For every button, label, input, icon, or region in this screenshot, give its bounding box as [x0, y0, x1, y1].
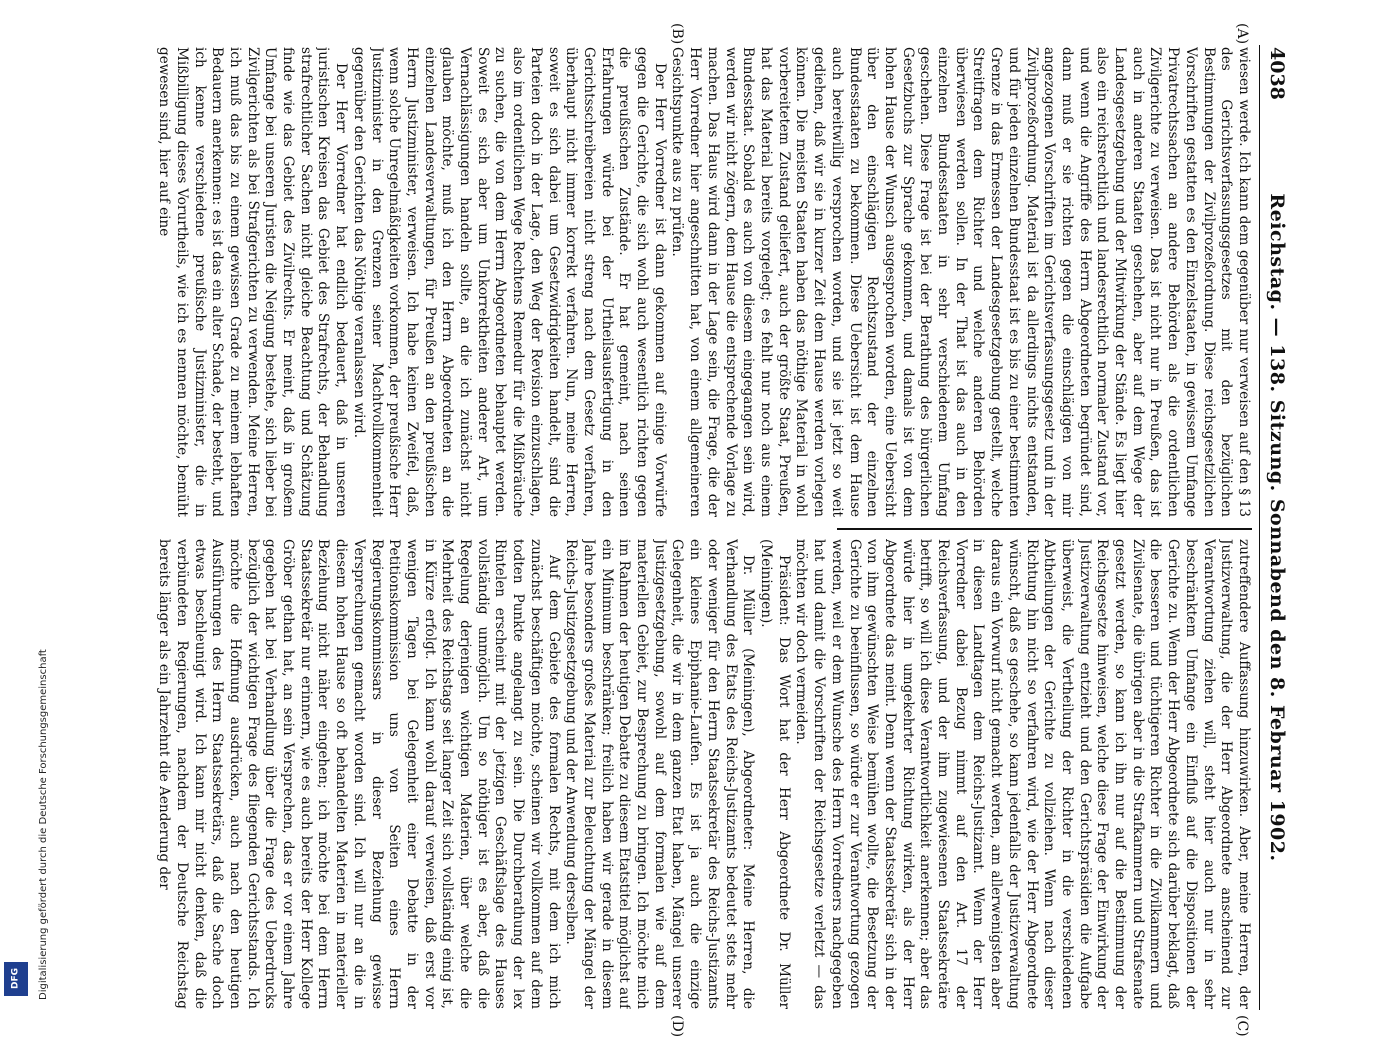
margin-mark-d: (D) [669, 1015, 685, 1037]
speaker-paragraph: Dr. Müller (Meiningen), Abgeordneter: Meine Herren, die Verhandlung des Etats des Reichs-Justizamts bedeutet stets mehr oder weniger für den Herrn Staatssekretär des Reichs-Justizamts ein kleines Epiphanie-Laufen. Es ist ja auch die einzige Gelegenheit, die wir in dem ganzen Etat haben, Mängel unserer Justizgesetzgebung, sowohl auf dem formalen wie auf dem materiellen Gebiet, zur Besprechung zu bringen. Ich möchte mich im Rahmen der heutigen Debatte zu diesem Etatstitel möglichst auf ein Minimum beschränken; freilich haben wir gerade in diesem Jahre besonders großes Material zur Beleuchtung der Mängel der Reichs-Justizgesetzgebung und der Anwendung derselben. [563, 539, 757, 1009]
president-line: Präsident: Das Wort hat der Herr Abgeordnete Dr. Müller (Meiningen). [758, 539, 792, 1009]
document-page [65, 23, 1290, 1037]
dfg-logo: DFG [4, 962, 28, 996]
margin-mark-a: (A) [1234, 23, 1250, 45]
left-column [72, 47, 1252, 517]
paragraph: wiesen werde. Ich kann dem gegenüber nur verweisen auf den § 13 des Gerichtsverfassungsgesetzes mit den bezüglichen Bestimmungen der Zivilprozeßordnung. Diese reichsgesetzlichen Vorschriften gestatten es den Einzelstaaten, in gewissem Umfange Privatrechtssachen an andere Behörden als die ordentlichen Zivilgerichte zu verweisen. Das ist nicht nur in Preußen, das ist auch in anderen Staaten geschehen, aber auf dem Wege der Landesgesetzgebung und der Mitwirkung der Stände. Es liegt hier also ein reichsrechtlich und landesrechtlich normaler Zustand vor, und wenn die Angriffe des Herrn Abgeordneten begründet sind, dann muß er sie richten gegen die einschlägigen von mir angezogenen Vorschriften im Gerichtsverfassungsgesetz und in der Zivilprozeßordnung. Material ist da allerdings nichts entstanden, und für jeden einzelnen Bundesstaat ist es bis zu einer bestimmten Grenze in das Ermessen der Landesgesetzgebung gestellt, welche Streitfragen dem Richter und welche anderen Behörden überwiesen werden sollen. In der That ist das auch in den einzelnen Bundesstaaten in sehr verschiedenem Umfang geschehen. Diese Frage ist bei der Berathung des bürgerlichen Gesetzbuchs zur Sprache gekommen, und damals ist von dem hohen Hause der Wunsch ausgesprochen worden, eine Uebersicht über den einschlägigen Rechtszustand der einzelnen Bundesstaaten zu bekommen. Diese Uebersicht ist dem Hause auch bereitwillig versprochen worden, und sie ist jetzt so weit gediehen, daß wir sie in kurzer Zeit dem Hause werden vorlegen können. Die meisten Staaten haben das nöthige Material in wohl vorbereitetem Zustand geliefert, auch der größte Staat, Preußen, hat das Material bereits vorgelegt; es fehlt nur noch aus einem Bundesstaat. Sobald es auch von diesem eingegangen sein wird, werden wir nicht zögern, dem Hause die entsprechende Vorlage zu machen. Das Haus wird dann in der Lage sein, die Frage, die der Herr Vorredner hier angeschnitten hat, von einem allgemeineren Gesichtspunkte aus zu prüfen. [669, 47, 1252, 517]
paragraph: zutreffendere Auffassung hinzuwirken. Aber, meine Herren, der Justizverwaltung, die der Herr Abgeordnete anscheinend zur Verantwortung ziehen will, steht hier auch nur in sehr beschränktem Umfange ein Einfluß auf die Dispositionen der Gerichte zu. Wenn der Herr Abgeordnete sich darüber beklagt, daß die besseren und tüchtigeren Richter in die Zivilkammern und Zivilsenate, die übrigen aber in die Strafkammern und Strafsenate gesetzt werden, so kann ich ihn nur auf die Bestimmung der Reichsgesetze hinweisen, welche diese Frage der Einwirkung der Justizverwaltung entzieht und den Gerichtspräsidien die Aufgabe überweist, die Vertheilung der Richter in die verschiedenen Abtheilungen der Gerichte zu vollziehen. Wenn nach dieser Richtung hin nicht so verfahren wird, wie der Herr Abgeordnete wünscht, daß es geschehe, so kann jedenfalls der Justizverwaltung daraus ein Vorwurf nicht gemacht werden, am allerwenigsten aber in diesen Landtagen dem Reichs-Justizamt. Wenn der Herr Vorredner dabei Bezug nimmt auf den Art. 17 der Reichsverfassung, und der ihm zugewiesenen Staatssekretäre betrifft, so will ich diese Verantwortlichkeit anerkennen; aber das würde hier in umgekehrter Richtung wirken, als der Herr Abgeordnete das meint. Denn wenn der Staatssekretär sich in der von ihm gewünschten Weise bemühen wollte, die Besetzung der Gerichte zu beeinflussen, so würde er zur Verantwortung gezogen werden, weil er dem Wunsche des Herrn Vorredners nachgegeben hat und damit die Vorschriften der Reichsgesetze verletzt — das möchten wir doch vermeiden. [793, 539, 1252, 1009]
running-title: Reichstag. — 138. Sitzung. Sonnabend den 8. Februar 1902. [1266, 193, 1288, 862]
paragraph: Auf dem Gebiete des formalen Rechts, mit dem ich mich zunächst beschäftigen möchte, scheinen wir vollkommen auf dem todten Punkte angelangt zu sein. Die Durchberathung der lex Rintelen erscheint mit der jetzigen Geschäftslage des Hauses vollständig unmöglich. Um so nöthiger ist es aber, daß die Regelung derjenigen wichtigen Materien, über welche die Mehrheit des Reichstags seit langer Zeit sich vollständig einig ist, in Kürze erfolgt. Ich kann wohl darauf verweisen, daß erst vor wenigen Tagen bei Gelegenheit einer Debatte in der Petitionskommission uns von Seiten eines Herrn Regierungskommissars in dieser Beziehung gewisse Versprechungen gemacht worden sind. Ich will nur an die in diesem hohen Hause so oft behandelten Materien in materieller Beziehung nicht näher eingehen; ich möchte bei dem Herrn Staatssekretär nur erinnern, wie es auch bereits der Herr Kollege Gröber gethan hat, an sein Versprechen, das er vor einem Jahre gegeben hat bei Verhandlung über die Frage des Ueberdrucks bezüglich der wichtigen Frage des fliegenden Gerichtsstands. Ich möchte die Hoffnung ausdrücken, auch nach den heutigen Ausführungen des Herrn Staatssekretärs, daß die Sache doch etwas beschleunigt wird. Ich kann mir nicht denken, daß die verbündeten Regierungen, nachdem der Deutsche Reichstag bereits länger als ein Jahrzehnt die Aenderung der [156, 539, 562, 1009]
paragraph: Der Herr Vorredner ist dann gekommen auf einige Vorwürfe gegen die Gerichte, die sich wohl auch wesentlich richten gegen die preußischen Zustände. Er hat gemeint, nach seinen Erfahrungen würde bei der Urtheilsausfertigung in den Gerichtsschreibereien nicht streng nach dem Gesetz verfahren, überhaupt nicht immer korrekt verfahren. Nun, meine Herren, soweit es sich dabei um Gesetzwidrigkeiten handelt, sind die Parteien doch in der Lage, den Weg der Revision einzuschlagen, also im ordentlichen Wege Rechtens Remedur für die Mißbräuche zu suchen, die von dem Herrn Abgeordneten behauptet werden. Soweit es sich aber um Unkorrektheiten anderer Art, um Vernachlässigungen handeln sollte, an die ich zunächst nicht glauben möchte, muß ich den Herrn Abgeordneten an die einzelnen Landesverwaltungen, für Preußen an den preußischen Herrn Justizminister, verweisen. Ich habe keinen Zweifel, daß, wenn solche Unregelmäßigkeiten vorkommen, der preußische Herr Justizminister in den Grenzen seiner Machtvollkommenheit gegenüber den Gerichten das Nöthige veranlassen wird. [350, 47, 668, 517]
page-number: 4038 [1266, 47, 1288, 100]
digitization-credit: Digitalisierung gefördert durch die Deutsche Forschungsgemeinschaft [38, 649, 49, 1000]
margin-mark-c: (C) [1234, 1015, 1250, 1037]
page-header [1259, 45, 1290, 1010]
margin-mark-b: (B) [669, 23, 685, 45]
right-column [72, 539, 1252, 1009]
paragraph: Der Herr Vorredner hat endlich bedauert, daß in unseren juristischen Kreisen das Gebiet des Strafrechts, der Behandlung strafrechtlicher Sachen nicht gleiche Beachtung und Schätzung finde wie das Gebiet des Zivilrechts. Er meint, daß in großem Umfange bei unseren Juristen die Neigung bestehe, sich lieber bei Zivilgerichten als bei Strafgerichten zu verwenden. Meine Herren, ich muß das bis zu einem gewissen Grade zu meinem lebhaften Bedauern anerkennen: es ist das ein alter Schade, der besteht, und ich kenne verschiedene preußische Justizminister, die in Mißbilligung dieses Vorurtheils, wie ich es nennen möchte, bemüht gewesen sind, hier auf eine [156, 47, 350, 517]
column-divider [837, 528, 1252, 530]
